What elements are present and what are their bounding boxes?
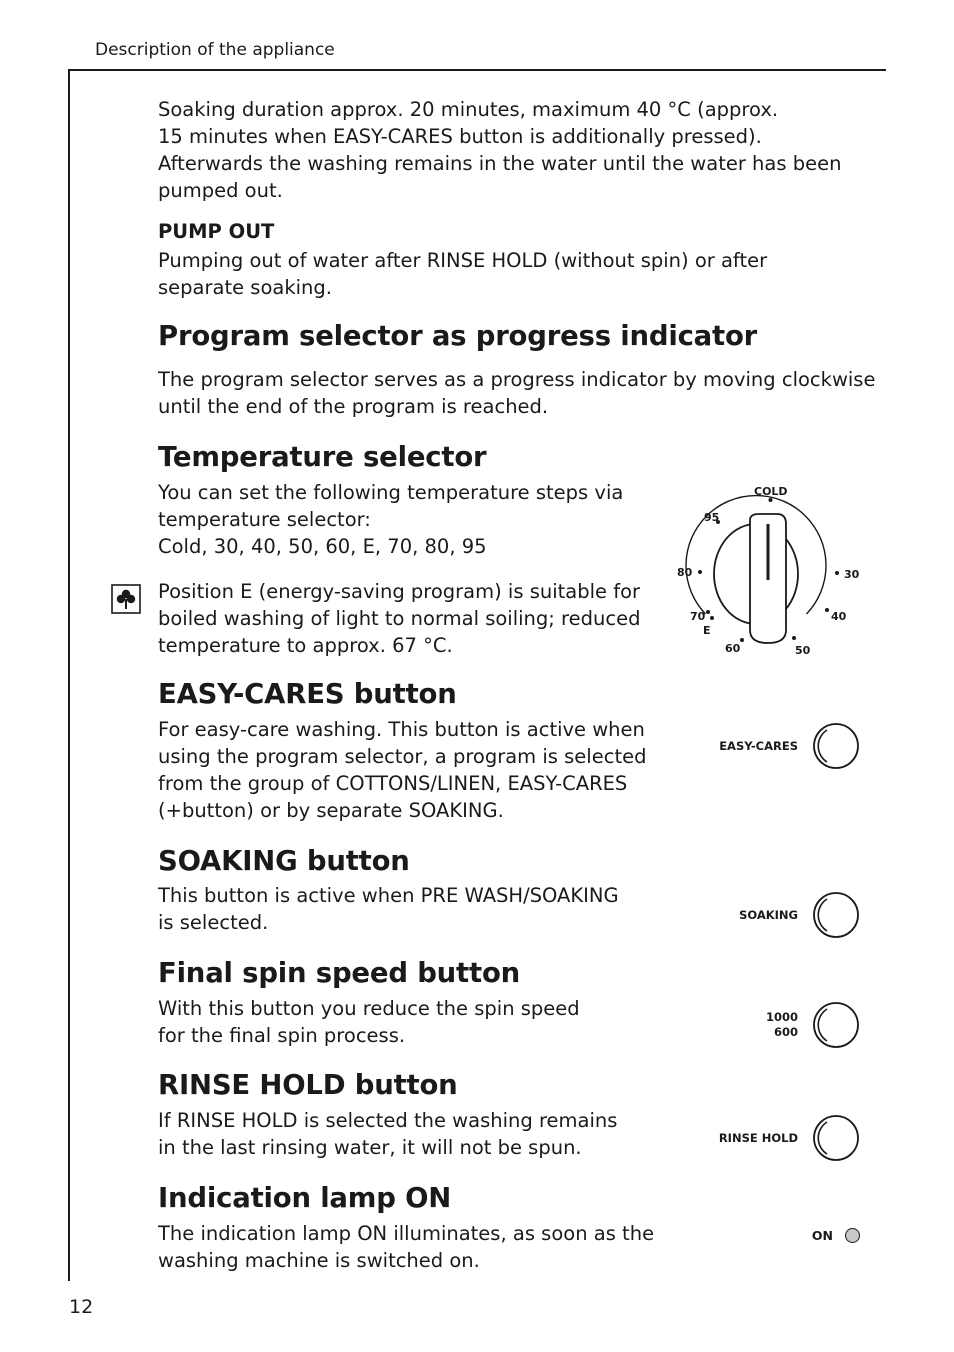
text-line: is selected. bbox=[158, 911, 269, 934]
final-spin-paragraph bbox=[158, 995, 580, 1049]
final-spin-button[interactable] bbox=[812, 1001, 860, 1049]
text-line: until the end of the program is reached. bbox=[158, 395, 549, 418]
text-line: For easy-care washing. This button is active when bbox=[158, 718, 645, 741]
text-line: You can set the following temperature steps via bbox=[158, 481, 624, 504]
dial-label-60: 60 bbox=[725, 642, 741, 655]
text-line: from the group of COTTONS/LINEN, EASY-CARES bbox=[158, 772, 628, 795]
running-header: Description of the appliance bbox=[95, 40, 335, 60]
dial-dot-40 bbox=[825, 608, 829, 612]
text-line: This button is active when PRE WASH/SOAKING bbox=[158, 884, 619, 907]
dial-label-cold: COLD bbox=[754, 485, 788, 498]
soaking-duration-paragraph bbox=[158, 96, 841, 204]
soaking-button-label: SOAKING bbox=[739, 907, 798, 922]
dial-label-30: 30 bbox=[844, 568, 860, 581]
easy-cares-heading: EASY-CARES button bbox=[158, 678, 457, 710]
indication-lamp bbox=[845, 1228, 860, 1243]
dial-label-80: 80 bbox=[677, 566, 693, 579]
dial-label-e: E bbox=[703, 624, 711, 637]
text-line: pumped out. bbox=[158, 179, 283, 202]
rinse-hold-button[interactable] bbox=[812, 1114, 860, 1162]
easy-cares-button[interactable] bbox=[812, 722, 860, 770]
dial-dot-e bbox=[710, 616, 714, 620]
text-line: Pumping out of water after RINSE HOLD (without spin) or after bbox=[158, 249, 768, 272]
temperature-selector-dial[interactable] bbox=[672, 480, 872, 660]
spin-speed-1000-label: 1000 bbox=[765, 1010, 798, 1024]
final-spin-heading: Final spin speed button bbox=[158, 957, 521, 989]
pump-out-title: PUMP OUT bbox=[158, 220, 275, 243]
rinse-hold-heading: RINSE HOLD button bbox=[158, 1069, 458, 1101]
text-line: washing machine is switched on. bbox=[158, 1249, 480, 1272]
pump-out-paragraph bbox=[158, 247, 767, 301]
text-line: (+button) or by separate SOAKING. bbox=[158, 799, 504, 822]
dial-label-50: 50 bbox=[795, 644, 811, 657]
indication-lamp-illustration bbox=[760, 1225, 860, 1245]
page-number: 12 bbox=[69, 1296, 94, 1318]
text-line: With this button you reduce the spin speed bbox=[158, 997, 580, 1020]
temperature-selector-paragraph bbox=[158, 479, 623, 560]
text-line: using the program selector, a program is selected bbox=[158, 745, 647, 768]
lamp-on-label: ON bbox=[811, 1227, 833, 1243]
energy-saving-note bbox=[158, 578, 640, 659]
easy-cares-button-illustration bbox=[680, 722, 860, 770]
text-line: temperature to approx. 67 °C. bbox=[158, 634, 453, 657]
text-line: boiled washing of light to normal soiling; reduced bbox=[158, 607, 641, 630]
final-spin-button-illustration bbox=[680, 1001, 860, 1049]
text-line: Cold, 30, 40, 50, 60, E, 70, 80, 95 bbox=[158, 535, 487, 558]
dial-dot-60 bbox=[740, 638, 744, 642]
text-line: The program selector serves as a progress indicator by moving clockwise bbox=[158, 368, 876, 391]
progress-indicator-paragraph bbox=[158, 366, 875, 420]
dial-label-70: 70 bbox=[690, 610, 706, 623]
final-spin-button-label bbox=[766, 1010, 798, 1040]
dial-dot-cold bbox=[769, 498, 773, 502]
easy-cares-button-label: EASY-CARES bbox=[719, 738, 798, 753]
text-line: separate soaking. bbox=[158, 276, 332, 299]
dial-label-95: 95 bbox=[704, 511, 720, 524]
soaking-button[interactable] bbox=[812, 891, 860, 939]
soaking-paragraph bbox=[158, 882, 619, 936]
soaking-heading: SOAKING button bbox=[158, 845, 410, 877]
dial-dot-30 bbox=[835, 571, 839, 575]
progress-indicator-heading: Program selector as progress indicator bbox=[158, 320, 758, 352]
dial-dot-50 bbox=[792, 636, 796, 640]
dial-label-40: 40 bbox=[831, 610, 847, 623]
rinse-hold-paragraph bbox=[158, 1107, 617, 1161]
dial-dot-80 bbox=[698, 570, 702, 574]
text-line: If RINSE HOLD is selected the washing remains bbox=[158, 1109, 618, 1132]
soaking-button-illustration bbox=[680, 891, 860, 939]
text-line: 15 minutes when EASY-CARES button is additionally pressed). bbox=[158, 125, 762, 148]
header-rule bbox=[68, 69, 886, 71]
text-line: temperature selector: bbox=[158, 508, 371, 531]
text-line: in the last rinsing water, it will not be spun. bbox=[158, 1136, 582, 1159]
text-line: Soaking duration approx. 20 minutes, maximum 40 °C (approx. bbox=[158, 98, 779, 121]
rinse-hold-button-illustration bbox=[680, 1114, 860, 1162]
spin-speed-600-label: 600 bbox=[773, 1025, 798, 1039]
easy-cares-paragraph bbox=[158, 716, 646, 824]
temperature-selector-heading: Temperature selector bbox=[158, 441, 487, 473]
text-line: The indication lamp ON illuminates, as soon as the bbox=[158, 1222, 655, 1245]
indication-lamp-heading: Indication lamp ON bbox=[158, 1182, 452, 1214]
text-line: for the final spin process. bbox=[158, 1024, 406, 1047]
margin-rule bbox=[68, 69, 70, 1281]
indication-lamp-paragraph bbox=[158, 1220, 654, 1274]
clover-icon bbox=[111, 584, 141, 614]
dial-dot-70 bbox=[706, 610, 710, 614]
text-line: Afterwards the washing remains in the water until the water has been bbox=[158, 152, 842, 175]
text-line: Position E (energy-saving program) is suitable for bbox=[158, 580, 641, 603]
rinse-hold-button-label: RINSE HOLD bbox=[718, 1130, 798, 1145]
